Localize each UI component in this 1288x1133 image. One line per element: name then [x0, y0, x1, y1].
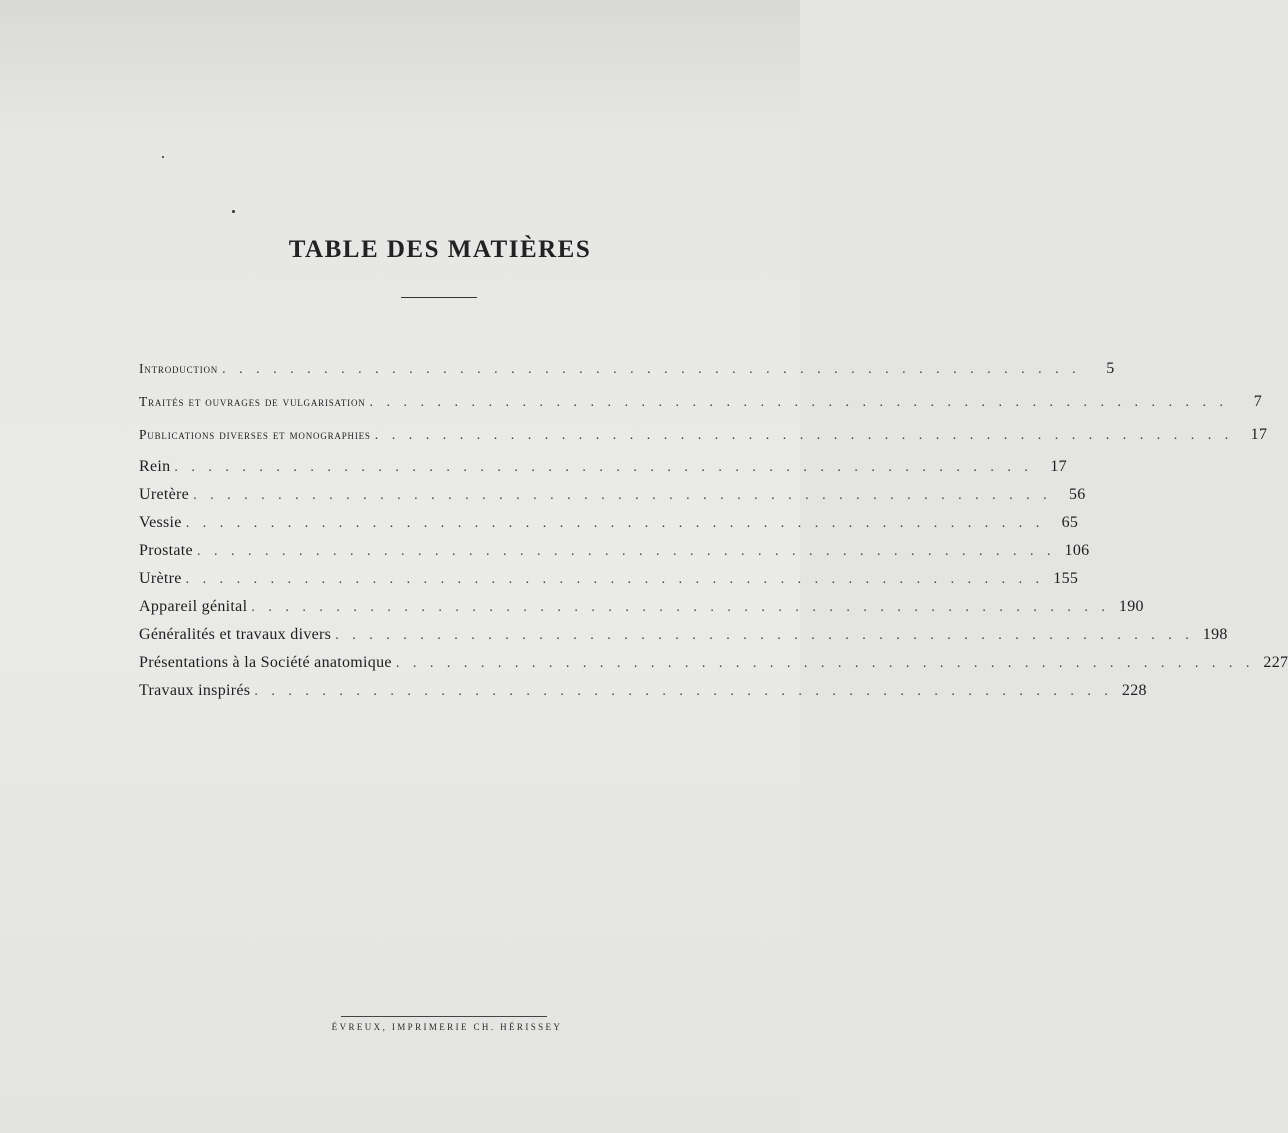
- printer-imprint: ÉVREUX, IMPRIMERIE CH. HÉRISSEY: [331, 1022, 563, 1032]
- toc-entry-page: 106: [1064, 542, 1090, 559]
- leader-dots: . . . . . . . . . . . . . . . . . . . . . . . . . . . . . . . . . . . . . . . . . . . . . . . . . . .: [335, 628, 1194, 643]
- toc-entry-label: Présentations à la Société anatomique: [139, 654, 392, 671]
- leader-dots: . . . . . . . . . . . . . . . . . . . . . . . . . . . . . . . . . . . . . . . . . . . . . . . . . . .: [254, 684, 1113, 699]
- leader-dots: . . . . . . . . . . . . . . . . . . . . . . . . . . . . . . . . . . . . . . . . . . . . . . . . . . .: [374, 428, 1234, 443]
- toc-entry-page: 5: [1106, 360, 1115, 377]
- leader-dots: . . . . . . . . . . . . . . . . . . . . . . . . . . . . . . . . . . . . . . . . . . . . . . . . . . .: [196, 544, 1056, 559]
- toc-entry-label: Urètre: [139, 570, 182, 587]
- toc-entry-label: Rein: [139, 458, 171, 475]
- toc-entry[interactable]: [139, 570, 1079, 592]
- toc-entry[interactable]: [139, 458, 1067, 480]
- ink-speck: [232, 210, 235, 213]
- page-title: TABLE DES MATIÈRES: [288, 236, 592, 263]
- toc-entry-page: 155: [1053, 570, 1079, 587]
- leader-dots: . . . . . . . . . . . . . . . . . . . . . . . . . . . . . . . . . . . . . . . . . . . . . . . . . . .: [185, 516, 1045, 531]
- toc-entry-label: Publications diverses et monographies: [139, 427, 371, 442]
- toc-entry[interactable]: [139, 360, 1115, 382]
- toc-entry[interactable]: [139, 598, 1144, 620]
- leader-dots: . . . . . . . . . . . . . . . . . . . . . . . . . . . . . . . . . . . . . . . . . . . . . . . . . . .: [369, 395, 1229, 410]
- toc-entry-label: Appareil génital: [139, 598, 248, 615]
- toc-entry-label: Généralités et travaux divers: [139, 626, 332, 643]
- leader-dots: . . . . . . . . . . . . . . . . . . . . . . . . . . . . . . . . . . . . . . . . . . . . . . . . . . .: [222, 362, 1081, 377]
- leader-dots: . . . . . . . . . . . . . . . . . . . . . . . . . . . . . . . . . . . . . . . . . . . . . . . . . . .: [193, 488, 1052, 503]
- toc-entry-label: Uretère: [139, 486, 190, 503]
- leader-dots: . . . . . . . . . . . . . . . . . . . . . . . . . . . . . . . . . . . . . . . . . . . . . . . . . . .: [174, 460, 1033, 475]
- toc-entry[interactable]: [139, 426, 1268, 448]
- toc-entry-page: 56: [1068, 486, 1086, 503]
- leader-dots: . . . . . . . . . . . . . . . . . . . . . . . . . . . . . . . . . . . . . . . . . . . . . . . . . . .: [251, 600, 1110, 615]
- toc-entry-page: 227: [1263, 654, 1288, 671]
- toc-entry[interactable]: [139, 486, 1086, 508]
- toc-entry-page: 65: [1061, 514, 1079, 531]
- ink-speck: [162, 156, 164, 158]
- toc-entry-label: Vessie: [139, 514, 182, 531]
- leader-dots: . . . . . . . . . . . . . . . . . . . . . . . . . . . . . . . . . . . . . . . . . . . . . . . . . . .: [395, 656, 1255, 671]
- toc-entry[interactable]: [139, 514, 1079, 536]
- toc-entry[interactable]: [139, 626, 1228, 648]
- toc-entry-label: Traités et ouvrages de vulgarisation: [139, 394, 366, 409]
- toc-entry[interactable]: [139, 542, 1090, 564]
- toc-entry-page: 17: [1250, 426, 1268, 443]
- toc-entry[interactable]: [139, 654, 1288, 676]
- toc-entry-label: Prostate: [139, 542, 193, 559]
- toc-entry[interactable]: [139, 393, 1263, 415]
- leader-dots: . . . . . . . . . . . . . . . . . . . . . . . . . . . . . . . . . . . . . . . . . . . . . . . . . . .: [185, 572, 1045, 587]
- footer-rule: [341, 1016, 547, 1017]
- toc-entry-label: Travaux inspirés: [139, 682, 251, 699]
- toc-entry-page: 7: [1253, 393, 1263, 410]
- title-rule: [401, 297, 477, 298]
- toc-entry-page: 17: [1050, 458, 1067, 475]
- toc-entry-label: Introduction: [139, 361, 219, 376]
- toc-entry-page: 228: [1121, 682, 1147, 699]
- toc-entry[interactable]: [139, 682, 1147, 704]
- toc-entry-page: 198: [1202, 626, 1228, 643]
- toc-entry-page: 190: [1118, 598, 1144, 615]
